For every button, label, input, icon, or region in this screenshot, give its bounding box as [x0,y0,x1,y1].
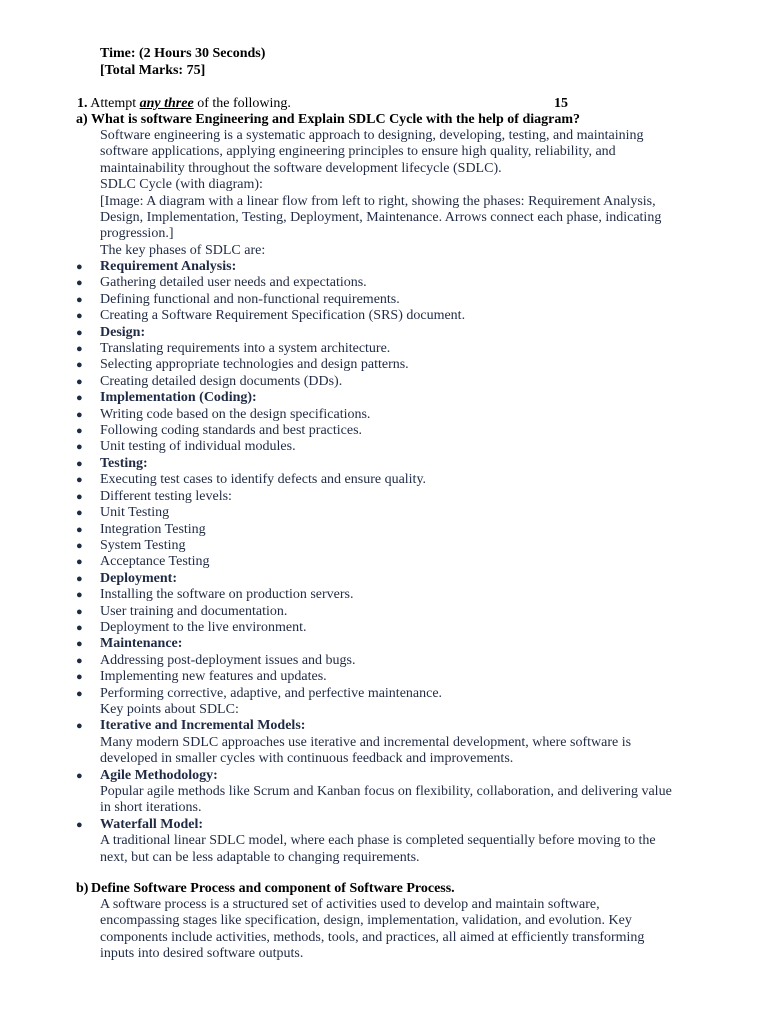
bullet-icon: ● [76,818,83,831]
bullet-icon: ● [76,343,83,356]
list-item-text: Acceptance Testing [100,554,210,570]
list-item [76,374,676,390]
part-b-title [76,881,455,897]
list-item [76,718,676,767]
list-item-text: Different testing levels: [100,488,232,504]
part-a-intro [100,128,665,259]
list-item-text: Waterfall Model: [100,816,204,832]
list-item [76,702,676,718]
bullet-icon: ● [76,293,83,306]
bullet-icon: ● [76,769,83,782]
list-item [76,439,676,455]
part-a-label: a) [76,112,88,127]
bullet-icon: ● [76,359,83,372]
question-pre: Attempt [87,96,140,111]
intro-paragraph: SDLC Cycle (with diagram): [100,177,263,193]
part-b-label: b) [76,881,89,896]
list-item [76,505,676,521]
question-number: 1. [77,96,88,111]
list-item [76,587,676,603]
part-a-question: What is software Engineering and Explain SDLC Cycle with the help of diagram? [91,112,580,127]
list-item-text: Integration Testing [100,521,206,537]
list-item [76,456,676,472]
list-item [76,817,676,866]
list-item [76,653,676,669]
part-a-title [76,112,580,128]
intro-paragraph: Software engineering is a systematic approach to designing, developing, testing, and maintaining software applications, applying engineering principles to ensure high quality, reliability, and maintainability throughout the software development lifecycle (SDLC). [100,128,644,176]
question-1 [77,96,677,112]
bullet-icon: ● [76,326,83,339]
list-item-text: Creating a Software Requirement Specification (SRS) document. [100,308,466,324]
list-item-text: Writing code based on the design specifications. [100,406,371,422]
bullet-icon: ● [76,441,83,454]
list-item [76,571,676,587]
list-item-text: Deployment to the live environment. [100,619,307,635]
list-item [76,325,676,341]
list-item [76,472,676,488]
bullet-icon: ● [76,474,83,487]
intro-paragraph: The key phases of SDLC are: [100,242,266,258]
list-item [76,669,676,685]
list-item-text: Defining functional and non-functional requirements. [100,291,400,307]
list-item-text: Deployment: [100,570,177,586]
list-item [76,522,676,538]
bullet-icon: ● [76,408,83,421]
bullet-icon: ● [76,457,83,470]
list-item [76,489,676,505]
bullet-icon: ● [76,671,83,684]
list-item [76,275,676,291]
list-item [76,259,676,275]
list-item-text: Implementing new features and updates. [100,669,327,685]
question-marks: 15 [554,96,568,111]
question-post: of the following. [193,96,291,111]
list-item-text: User training and documentation. [100,603,288,619]
list-item [76,604,676,620]
list-item [76,341,676,357]
list-item [76,423,676,439]
list-item-text: Maintenance: [100,636,183,652]
list-item [76,407,676,423]
bullet-icon: ● [76,490,83,503]
list-item-description: Popular agile methods like Scrum and Kanban focus on flexibility, collaboration, and delivering value in short iterations. [100,784,672,816]
bullet-icon: ● [76,556,83,569]
list-item-text: Following coding standards and best practices. [100,423,363,439]
list-item-text: Agile Methodology: [100,767,218,783]
sdlc-bullet-list [76,259,676,866]
exam-header [100,46,265,80]
list-item [76,292,676,308]
bullet-icon: ● [76,621,83,634]
list-item-text: Implementation (Coding): [100,390,257,406]
bullet-icon: ● [76,277,83,290]
bullet-icon: ● [76,638,83,651]
bullet-icon: ● [76,687,83,700]
list-item-text: Gathering detailed user needs and expectations. [100,275,367,291]
list-item-text: Creating detailed design documents (DDs). [100,373,343,389]
question-emphasis: any three [139,96,194,111]
bullet-icon: ● [76,375,83,388]
intro-paragraph: [Image: A diagram with a linear flow from left to right, showing the phases: Requirement Analysis, Design, Implementation, Testing, Deployment, Maintenance. Arrows connect each phase, indicating progression.] [100,193,662,242]
list-item [76,554,676,570]
list-item-text: Unit Testing [100,505,170,521]
bullet-icon: ● [76,572,83,585]
list-item [76,636,676,652]
bullet-icon: ● [76,654,83,667]
part-b-question: Define Software Process and component of Software Process. [91,881,455,896]
list-item [76,308,676,324]
list-item-text: Testing: [100,455,148,471]
list-item-text: Installing the software on production servers. [100,587,354,603]
list-item-text: System Testing [100,537,186,553]
list-item [76,620,676,636]
list-item-description: Many modern SDLC approaches use iterative and incremental development, where software is developed in smaller cycles with continuous feedback and improvements. [100,734,632,767]
list-item-text: Performing corrective, adaptive, and perfective maintenance. [100,685,443,701]
bullet-icon: ● [76,589,83,602]
bullet-icon: ● [76,425,83,438]
bullet-icon: ● [76,720,83,733]
bullet-icon: ● [76,605,83,618]
list-item-description: A traditional linear SDLC model, where each phase is completed sequentially before moving to the next, but can be less adaptable to changing requirements. [100,833,656,865]
bullet-icon: ● [76,539,83,552]
list-item [76,357,676,373]
list-item-text: Translating requirements into a system architecture. [100,341,391,357]
list-item-text: Key points about SDLC: [100,701,239,717]
bullet-icon: ● [76,310,83,323]
list-item-text: Design: [100,324,146,340]
list-item-text: Unit testing of individual modules. [100,439,296,455]
list-item-text: Requirement Analysis: [100,259,237,274]
bullet-icon: ● [76,507,83,520]
answer-paragraph: A software process is a structured set of activities used to develop and maintain software, encompassing stages like specification, design, implementation, validation, and evolution. Key components include activities, methods, tools, and practices, all aimed at efficiently transforming inputs into desired software outputs. [100,897,645,962]
bullet-icon: ● [76,392,83,405]
list-item-text: Iterative and Incremental Models: [100,718,306,734]
part-b-answer [100,897,665,963]
exam-time: Time: (2 Hours 30 Seconds) [100,46,266,61]
bullet-icon: ● [76,523,83,536]
bullet-icon: ● [76,261,83,273]
list-item [76,686,676,702]
list-item [76,390,676,406]
list-item [76,538,676,554]
list-item [76,768,676,817]
exam-total-marks: [Total Marks: 75] [100,63,206,78]
list-item-text: Executing test cases to identify defects and ensure quality. [100,472,427,488]
list-item-text: Addressing post-deployment issues and bugs. [100,652,356,668]
list-item-text: Selecting appropriate technologies and design patterns. [100,357,409,373]
